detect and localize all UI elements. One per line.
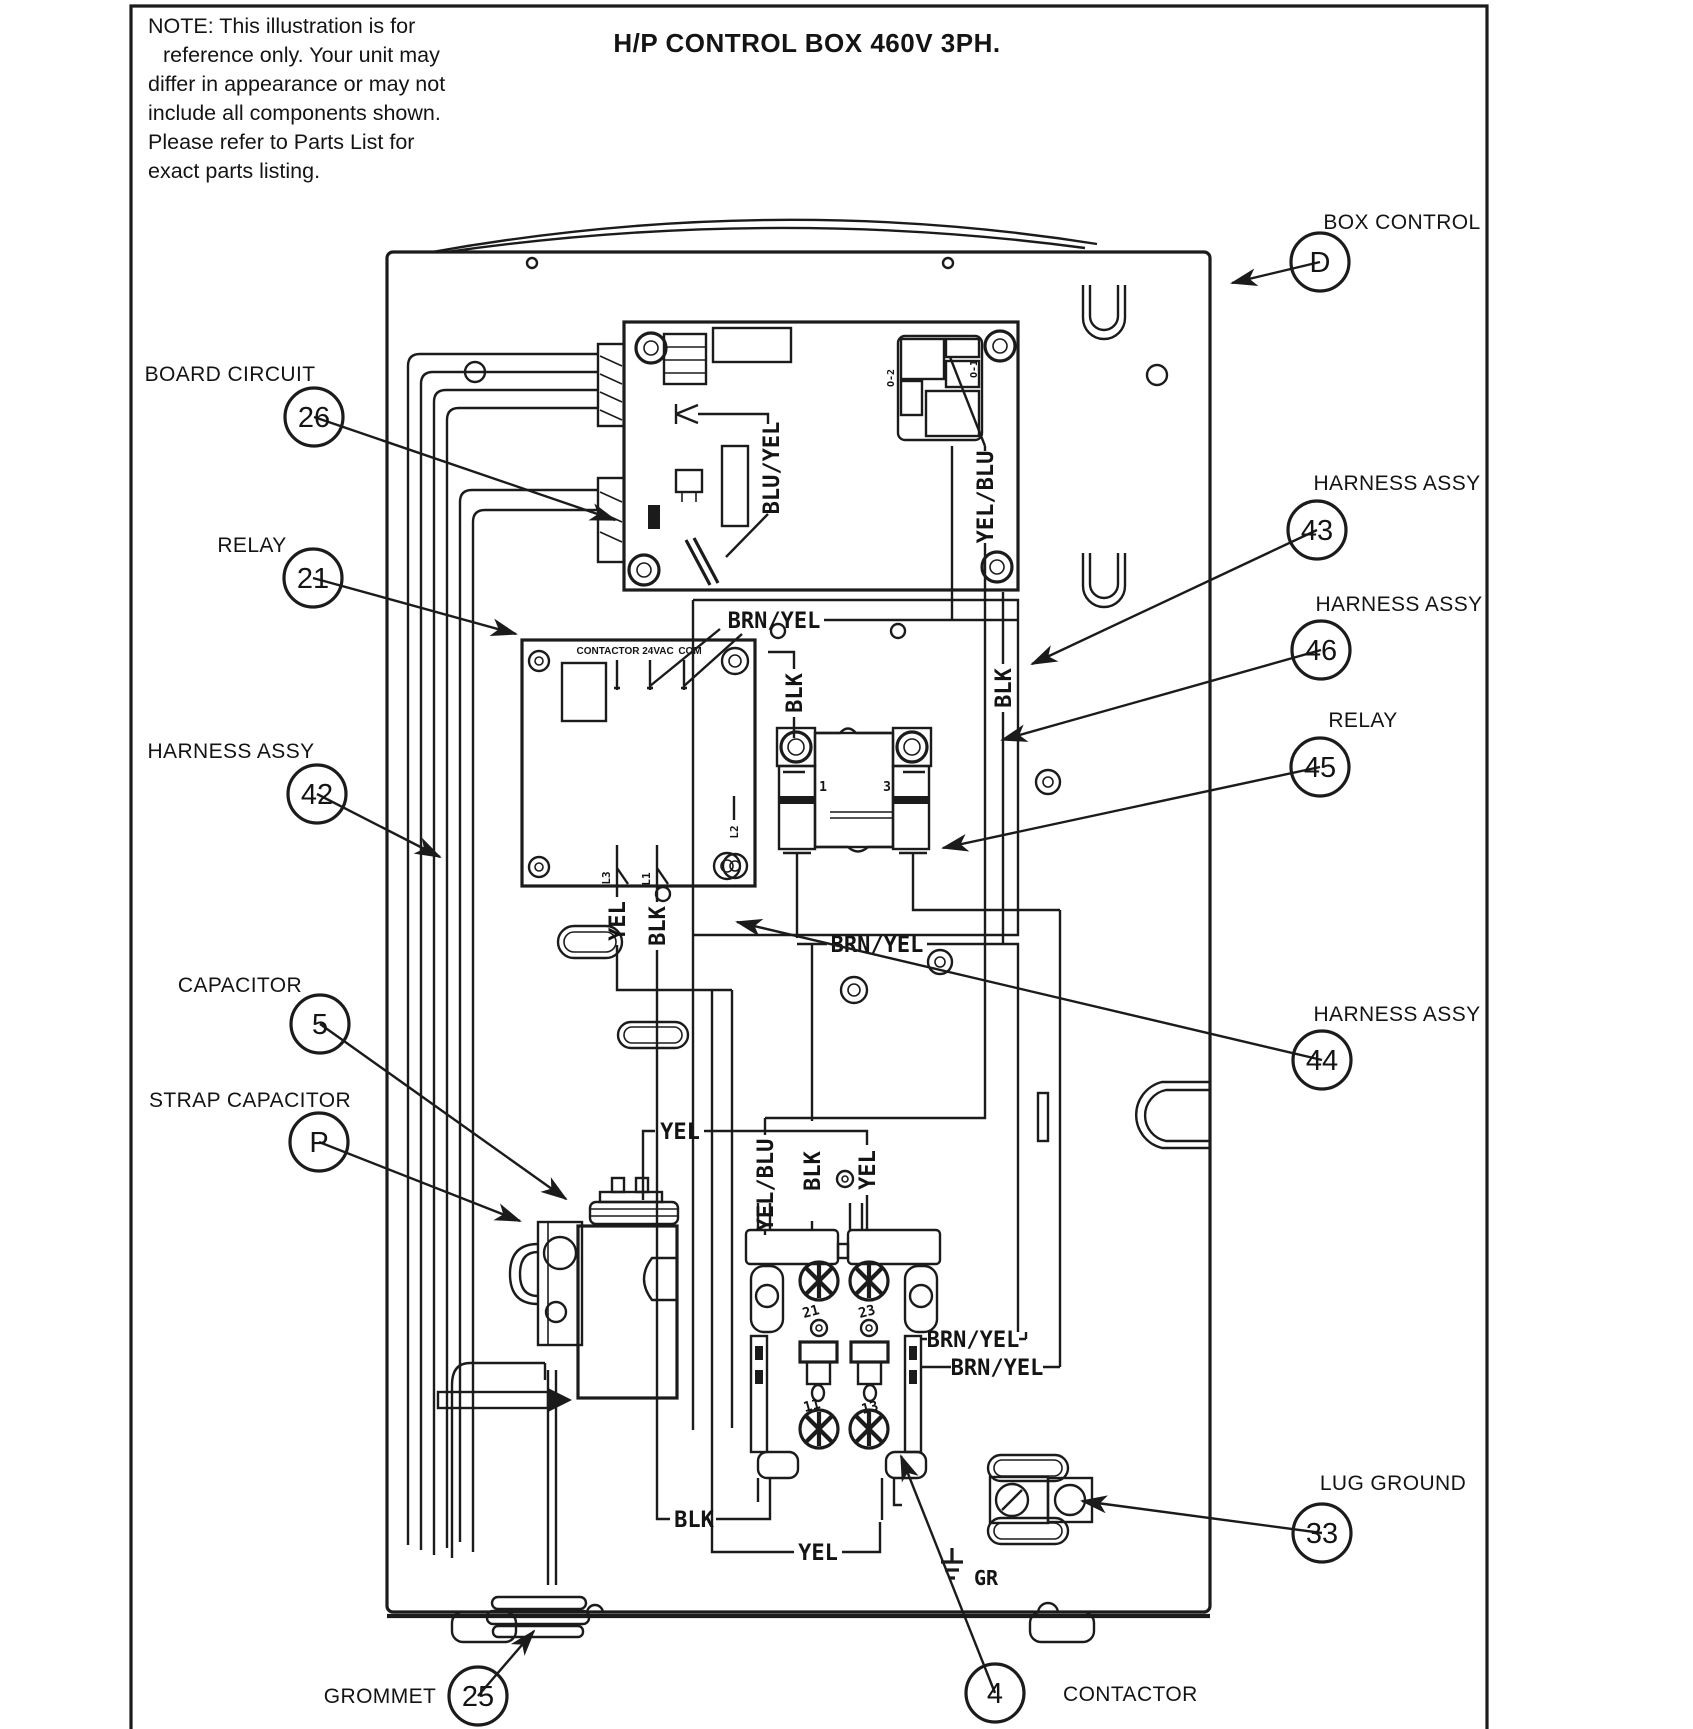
callout-label: CAPACITOR [177,974,303,997]
note-line: include all components shown. [148,101,441,125]
diode-symbol [676,404,698,424]
contactor-terminal-21: 21 [800,1302,822,1323]
callout-harness-42 [147,740,346,823]
callout-id: 43 [1300,515,1334,547]
callout-label: GROMMET [323,1685,437,1708]
callout-id: P [309,1127,329,1159]
terminal-label-l3: L3 [600,871,613,885]
wire-label-brn-yel: BRN/YEL [830,933,924,958]
wire-label-yel-blu: YEL/BLU [974,450,999,544]
strap-capacitor [510,1222,582,1345]
page-title: H/P CONTROL BOX 460V 3PH. [613,28,1001,58]
callout-harness-44 [1293,1003,1481,1089]
note-line: reference only. Your unit may [163,43,440,67]
wire-label-yel: YEL [856,1150,881,1190]
wire-labels [606,451,1043,1590]
callout-label: RELAY [1328,709,1398,732]
wire-label-brn-yel: BRN/YEL [727,609,821,634]
wire-label-brn-yel: BRN/YEL [926,1328,1020,1353]
wire-label-yel-blu: YEL/BLU [754,1138,779,1232]
vertical-slot [1038,1093,1048,1141]
board-relay-block [886,336,982,440]
board-mount-hole [629,331,1015,585]
wire-label-blk: BLK [992,668,1017,708]
comb-connector [664,334,706,384]
callout-lug-ground-33 [1293,1472,1466,1562]
wire-label-blk: BLK [801,1151,826,1191]
callouts [145,211,1483,1725]
contactor-terminal-11: 11 [801,1396,823,1417]
contactor-screw [800,1262,888,1300]
c-cutout [1136,1082,1210,1148]
callout-label: LUG GROUND [1319,1472,1467,1495]
callout-id: 33 [1305,1518,1339,1550]
callout-label: BOX CONTROL [1323,211,1481,234]
callout-id: 5 [311,1009,329,1041]
callout-id: 4 [986,1678,1004,1710]
relay-board-header-com: COM [678,646,702,657]
callout-leaders [313,262,1322,1696]
wire-label-yel: YEL [798,1541,838,1566]
relay-terminal-1: 1 [819,780,827,795]
reference-note [148,14,445,183]
wire-label-yel: YEL [606,901,631,941]
callout-id: 45 [1303,752,1337,784]
relay-terminal-3: 3 [883,780,891,795]
callout-label: BOARD CIRCUIT [144,363,316,386]
wire-label-brn-yel: BRN/YEL [950,1356,1044,1381]
relay-board [522,640,755,902]
wire-label-blk: BLK [646,906,671,946]
note-line: exact parts listing. [148,159,321,183]
wire-label-blu-yel: BLU/YEL [760,421,785,515]
contactor-screw [800,1410,888,1448]
callout-contactor-4 [966,1664,1198,1722]
wire-label-gr: GR [974,1566,999,1590]
contactor-terminal-23: 23 [856,1302,878,1323]
callout-board-circuit [145,363,343,446]
callout-id: D [1309,247,1331,279]
callout-id: 46 [1304,635,1338,667]
callout-label: HARNESS ASSY [1313,1003,1481,1026]
note-line: Please refer to Parts List for [148,130,415,154]
page-border [131,6,1487,1729]
callout-box-control-d [1291,211,1481,291]
board-connector [598,344,624,562]
circuit-board [598,322,1018,590]
board-component [648,505,660,529]
wire-label-yel: YEL [660,1120,700,1145]
contactor [746,1203,940,1520]
callout-grommet-25 [324,1667,507,1725]
callout-label: HARNESS ASSY [147,740,315,763]
board-component [676,470,702,492]
terminal-label-o1: O-1 [969,359,980,379]
wire-harness-bundle [408,354,598,1555]
callout-label: HARNESS ASSY [1315,593,1483,616]
capacitor [578,1178,678,1398]
capacitor-notch [644,1258,677,1300]
callout-id: 25 [461,1681,495,1713]
relay-45 [777,728,931,877]
relay-board-header-24vac: 24VAC [642,646,674,657]
screw-hole [1147,365,1167,385]
terminal-label-l1: L1 [640,872,653,886]
callout-id: 21 [296,563,330,595]
terminal-label-l2: L2 [728,825,741,839]
contactor-terminal-13: 13 [859,1398,881,1419]
inner-panel [693,600,1018,1430]
board-component [722,446,748,526]
callout-capacitor-5 [178,974,349,1053]
callout-harness-43 [1288,472,1481,559]
note-line: NOTE: This illustration is for [148,14,416,38]
relay-board-header-contactor: CONTACTOR [576,646,640,657]
callout-label: HARNESS ASSY [1313,472,1481,495]
board-component [713,328,791,362]
callout-harness-46 [1292,593,1483,679]
board-slash [686,538,718,585]
keyhole-slot [1083,285,1125,607]
relay-t-terminal [783,853,811,877]
callout-label: CONTACTOR [1063,1683,1198,1706]
callout-label: STRAP CAPACITOR [148,1089,352,1112]
callout-id: 42 [300,779,334,811]
relay-t-terminal [899,853,927,877]
callout-id: 26 [297,402,331,434]
callout-label: RELAY [217,534,287,557]
wire-label-blk: BLK [783,673,808,713]
wire-label-blk: BLK [674,1508,714,1533]
callout-id: 44 [1305,1045,1339,1077]
lug-ground [988,1455,1092,1544]
callout-relay-21 [217,534,342,607]
note-line: differ in appearance or may not [148,72,446,96]
callout-relay-45 [1291,709,1398,796]
terminal-label-o2: O-2 [886,368,897,388]
callout-strap-capacitor-p [149,1089,351,1171]
capacitor-strap-bracket [438,1363,572,1585]
